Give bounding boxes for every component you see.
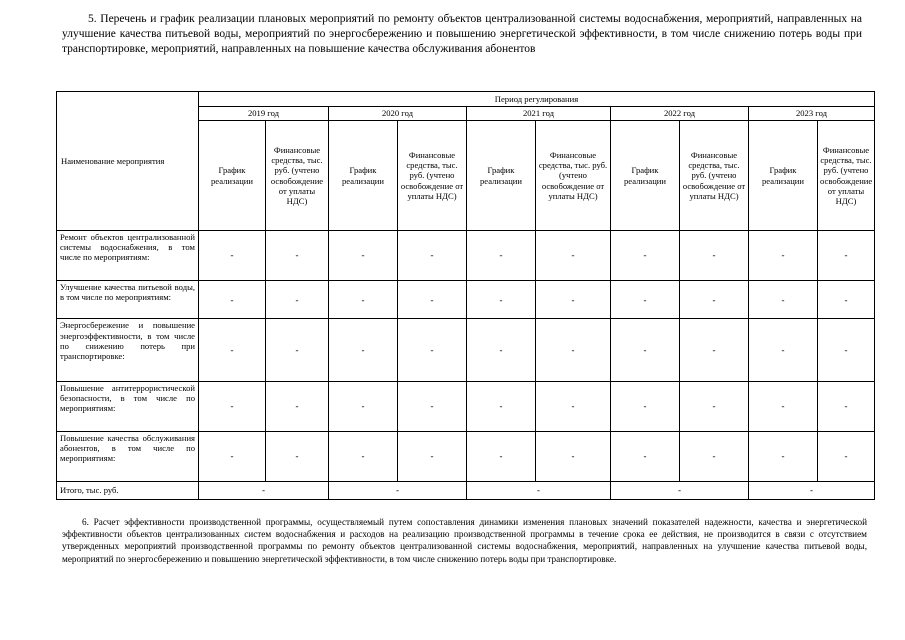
table-cell: - [266,281,329,319]
table-cell: - [611,381,680,431]
table-cell: - [467,231,536,281]
table-cell: - [467,381,536,431]
table-cell: - [611,231,680,281]
table-row [57,381,875,431]
table-cell: - [749,231,818,281]
table-cell: - [680,381,749,431]
table-cell: - [199,431,266,481]
total-row [57,481,875,499]
table-cell: - [398,381,467,431]
total-cell: - [199,481,329,499]
table-cell: - [467,281,536,319]
header-finance: Финансовые средства, тыс. руб. (учтено освобождение от уплаты НДС) [266,121,329,231]
table-cell: - [818,431,875,481]
header-year: 2023 год [749,107,875,121]
table-cell: - [680,319,749,381]
activity-label: Ремонт объектов централизованной системы водоснабжения, в том числе по мероприятиям: [57,231,199,281]
table-cell: - [680,281,749,319]
activity-label: Повышение антитеррористической безопасности, в том числе по мероприятиям: [57,381,199,431]
table-cell: - [329,281,398,319]
table-cell: - [536,319,611,381]
table-cell: - [611,281,680,319]
total-cell: - [329,481,467,499]
table-row [57,319,875,381]
table-body [57,231,875,500]
table-cell: - [398,431,467,481]
table-cell: - [329,431,398,481]
total-cell: - [467,481,611,499]
table-row [57,281,875,319]
table-cell: - [611,431,680,481]
table-cell: - [398,231,467,281]
table-cell: - [266,431,329,481]
table-cell: - [680,431,749,481]
table-cell: - [536,281,611,319]
header-activity-name: Наименование мероприятия [57,92,199,231]
header-finance: Финансовые средства, тыс. руб. (учтено освобождение от уплаты НДС) [398,121,467,231]
table-cell: - [536,381,611,431]
table-cell: - [398,319,467,381]
header-schedule: График реализации [467,121,536,231]
activity-label: Повышение качества обслуживания абонентов, в том числе по мероприятиям: [57,431,199,481]
header-year: 2019 год [199,107,329,121]
table-cell: - [749,381,818,431]
header-year: 2022 год [611,107,749,121]
section-6-paragraph: 6. Расчет эффективности производственной программы, осуществляемый путем сопоставления динамики изменения плановых значений показателей надежности, качества и энергетической эффективности объектов централизованных систем водоснабжения и расходов на реализацию производственной программы в течение срока ее действия, не производится в связи с отсутствием утвержденных мероприятий производственной программы по ремонту объектов централизованной системы водоснабжения, мероприятий, направленных на улучшение качества питьевой воды, мероприятий по энергосбережению и повышению энергетической эффективности, в том числе снижению потерь воды при транспортировке. [62,517,867,564]
header-schedule: График реализации [749,121,818,231]
table-cell: - [536,431,611,481]
header-schedule: График реализации [329,121,398,231]
activity-label: Улучшение качества питьевой воды, в том числе по мероприятиям: [57,281,199,319]
header-year: 2021 год [467,107,611,121]
header-finance: Финансовые средства, тыс. руб. (учтено освобождение от уплаты НДС) [536,121,611,231]
table-cell: - [199,381,266,431]
table-cell: - [536,231,611,281]
total-label: Итого, тыс. руб. [57,481,199,499]
table-cell: - [329,319,398,381]
header-schedule: График реализации [199,121,266,231]
table-cell: - [818,281,875,319]
header-finance: Финансовые средства, тыс. руб. (учтено освобождение от уплаты НДС) [680,121,749,231]
table-cell: - [749,431,818,481]
section-5-heading: 5. Перечень и график реализации плановых мероприятий по ремонту объектов централизованной системы водоснабжения, мероприятий, направленных на улучшение качества питьевой воды, мероприятий по энергосбережению и повышению энергетической эффективности, в том числе снижению потерь воды при транспортировке, мероприятий, направленных на повышение качества обслуживания абонентов [62,13,862,55]
table-cell: - [818,231,875,281]
table-cell: - [329,231,398,281]
table-cell: - [749,319,818,381]
table-cell: - [266,319,329,381]
total-cell: - [749,481,875,499]
plan-table [56,91,875,500]
table-cell: - [329,381,398,431]
table-cell: - [611,319,680,381]
table-cell: - [818,381,875,431]
total-cell: - [611,481,749,499]
header-finance: Финансовые средства, тыс. руб. (учтено освобождение от уплаты НДС) [818,121,875,231]
table-cell: - [398,281,467,319]
table-cell: - [266,231,329,281]
table-cell: - [266,381,329,431]
header-period: Период регулирования [199,92,875,107]
table-row [57,431,875,481]
header-year: 2020 год [329,107,467,121]
table-cell: - [749,281,818,319]
table-cell: - [467,431,536,481]
table-cell: - [199,319,266,381]
table-cell: - [467,319,536,381]
table-cell: - [818,319,875,381]
table-row [57,231,875,281]
table-cell: - [199,231,266,281]
table-cell: - [199,281,266,319]
activity-label: Энергосбережение и повышение энергоэффективности, в том числе по снижению потерь при транспортировке: [57,319,199,381]
header-schedule: График реализации [611,121,680,231]
table-cell: - [680,231,749,281]
